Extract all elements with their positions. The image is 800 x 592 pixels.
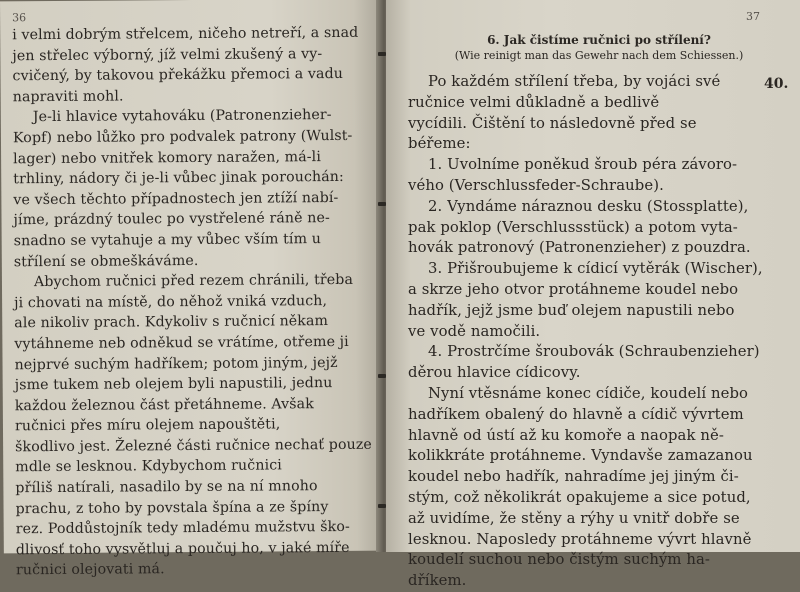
- margin-paragraph-number: 40.: [764, 76, 789, 92]
- text-line: nejprvé suchým hadříkem; potom jiným, jejž: [14, 354, 338, 373]
- text-line: napraviti mohl.: [12, 88, 124, 106]
- text-line: pak poklop (Verschlussstück) a potom vyta-: [408, 218, 738, 236]
- section-subheading: (Wie reinigt man das Gewehr nach dem Schiessen.): [454, 49, 744, 62]
- text-line: děrou hlavice cídicovy.: [408, 364, 581, 382]
- text-line: jsme tukem neb olejem byli napustili, jednu: [14, 375, 333, 394]
- text-line: hovák patronový (Patronenzieher) z pouzdra.: [408, 239, 751, 257]
- left-page: [0, 0, 388, 579]
- text-line: vycídili. Čištění to následovně před se: [408, 114, 697, 132]
- text-line: Je-li hlavice vytahováku (Patronenzieher-: [32, 107, 332, 126]
- text-line: škodlivo jest. Železné části ručnice nechať pouze: [15, 436, 372, 456]
- text-line: 4. Prostrčíme šroubovák (Schraubenzieher): [428, 343, 760, 361]
- text-line: ve vodě namočili.: [408, 322, 541, 340]
- text-line: ale nikoliv prach. Kdykoliv s ručnicí někam: [14, 313, 329, 332]
- text-line: rez. Poddůstojník tedy mladému mužstvu ško-: [15, 519, 350, 538]
- text-line: ručnici přes míru olejem napouštěti,: [14, 416, 281, 435]
- text-line: lager) nebo vnitřek komory naražen, má-li: [13, 148, 321, 167]
- binding-staple: [378, 202, 386, 206]
- text-line: příliš natírali, nasadilo by se na ní mnoho: [15, 478, 318, 497]
- text-line: každou železnou část přetáhneme. Avšak: [14, 395, 314, 414]
- text-line: vytáhneme neb odněkud se vrátíme, otřeme ji: [14, 333, 349, 353]
- right-text-block: [408, 72, 790, 592]
- text-line: Nyní vtěsnáme konec cídiče, koudelí nebo: [428, 384, 749, 402]
- text-line: 1. Uvolníme poněkud šroub péra závoro-: [428, 156, 738, 174]
- right-page: [386, 0, 800, 590]
- text-line: jíme, prázdný toulec po vystřelené ráně ne-: [13, 210, 330, 229]
- text-line: ji chovati na místě, do něhož vniká vzduch,: [14, 292, 328, 311]
- text-line: až uvidíme, že stěny a rýhy u vnitř dobře se: [408, 509, 740, 527]
- section-heading: 6. Jak čistíme ručnici po střílení?: [487, 33, 711, 47]
- text-line: ručnice velmi důkladně a bedlivě: [408, 93, 660, 111]
- text-line: střílení se obmeškáváme.: [13, 252, 199, 270]
- binding-staple: [378, 374, 386, 378]
- text-line: mdle se lesknou. Kdybychom ručnici: [15, 457, 282, 476]
- text-line: béřeme:: [408, 135, 471, 153]
- text-line: 3. Přišroubujeme k cídicí vytěrák (Wischer),: [428, 260, 763, 278]
- text-line: Po každém střílení třeba, by vojáci své: [428, 73, 721, 90]
- text-line: dlivosť toho vysvětluj a poučuj ho, v jaké míře: [15, 539, 350, 559]
- text-line: 2. Vyndáme náraznou desku (Stossplatte),: [428, 197, 749, 215]
- text-line: hlavně od ústí až ku komoře a naopak ně-: [408, 426, 724, 444]
- text-line: koudel nebo hadřík, nahradíme jej jiným či-: [408, 468, 739, 486]
- text-line: koudelí suchou nebo čistým suchým ha-: [408, 551, 710, 569]
- text-line: jen střelec výborný, jíž velmi zkušený a vy-: [12, 45, 323, 64]
- text-line: hadříkem obalený do hlavně a cídič vývrtem: [408, 405, 744, 423]
- binding-staple: [378, 504, 386, 508]
- text-line: dříkem.: [408, 572, 467, 590]
- text-line: hadřík, jejž jsme buď olejem napustili nebo: [408, 301, 735, 319]
- text-line: i velmi dobrým střelcem, ničeho netreří, a snad: [12, 24, 359, 44]
- text-line: stým, což několikrát opakujeme a sice potud,: [408, 488, 751, 506]
- left-page-number: 36: [12, 11, 27, 25]
- text-line: snadno se vytahuje a my vůbec vším tím u: [13, 231, 322, 250]
- text-line: ručnici olejovati má.: [15, 561, 165, 579]
- text-line: vého (Verschlussfeder-Schraube).: [408, 176, 664, 194]
- left-text-block: [12, 23, 374, 582]
- text-line: lesknou. Naposledy protáhneme vývrt hlavně: [408, 530, 752, 548]
- text-line: a skrze jeho otvor protáhneme koudel nebo: [408, 280, 739, 298]
- text-line: cvičený, by takovou překážku přemoci a vadu: [12, 66, 344, 85]
- right-page-number: 37: [746, 10, 760, 23]
- text-line: trhliny, nádory či je-li vůbec jinak porouchán:: [13, 169, 344, 188]
- text-line: ve všech těchto případnostech jen ztíží nabí-: [13, 189, 339, 209]
- binding-staple: [378, 52, 386, 56]
- text-line: kolikkráte protáhneme. Vyndavše zamazanou: [408, 447, 753, 465]
- text-line: Kopf) nebo lůžko pro podvalek patrony (Wulst-: [12, 127, 353, 147]
- text-line: prachu, z toho by povstala špína a ze špíny: [15, 498, 329, 517]
- text-line: Abychom ručnici před rezem chránili, třeba: [33, 272, 354, 291]
